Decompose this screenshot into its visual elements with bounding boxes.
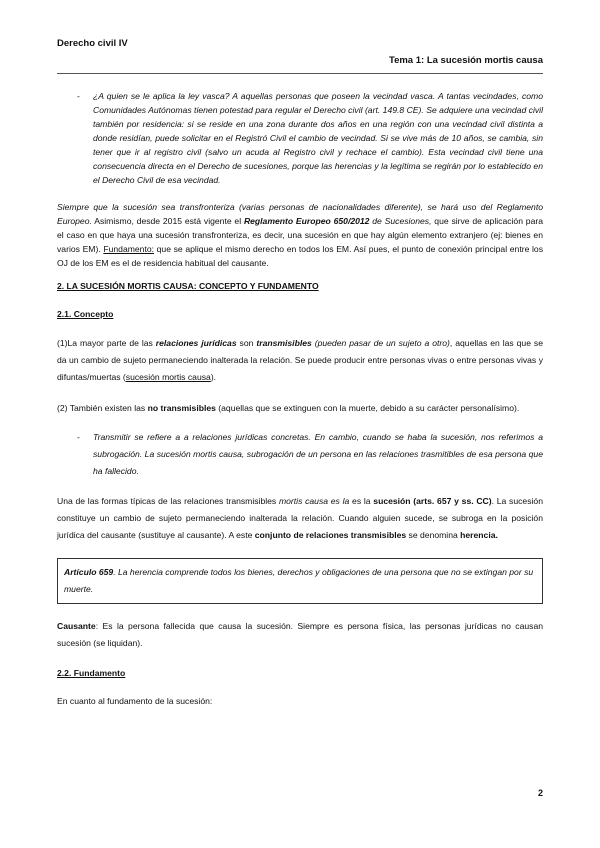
dash-bullet: -	[77, 432, 80, 442]
header-topic-title: La sucesión mortis causa	[426, 55, 543, 66]
text-span: que se aplique el mismo derecho en todos los EM. Así pues, el punto de conexión principal entre los OJ de los EM es el de residencia habitual del causante.	[57, 244, 543, 268]
section-2-1-title: 2.1. Concepto	[57, 309, 114, 319]
text-span: (pueden pasar de un sujeto a otro)	[311, 338, 450, 348]
text-span: es la	[349, 496, 374, 506]
text-span: , aquellas en las que se da un cambio de sujeto permaneciendo inalterada la relación. Se puede producir entre personas vivas o entre personas vivas y difuntas/muertas (	[57, 338, 544, 382]
section-2-title: 2. LA SUCESIÓN MORTIS CAUSA: CONCEPTO Y FUNDAMENTO	[57, 281, 319, 291]
dash-text-subrogacion: Transmitir se refiere a a relaciones jurídicas concretas. En cambio, cuando se haba la sucesión, nos referimos a subrogación. La sucesión mortis causa, subrogación de un persona en las relaciones trasmitibles de esa persona que ha fallecido.	[93, 432, 543, 476]
text-span: son	[236, 338, 257, 348]
text-span: transmisibles	[256, 338, 312, 348]
text-span: sucesión (arts. 657 y ss. CC)	[373, 496, 492, 506]
text-span: (1)La mayor parte de las	[57, 338, 156, 348]
text-span: Reglamento Europeo 650/2012	[243, 216, 370, 226]
text-span: se denomina	[406, 530, 461, 540]
text-span: Asimismo, desde 2015 está vigente el	[91, 216, 244, 226]
text-span: Fundamento:	[103, 244, 154, 254]
text-span: relaciones jurídicas	[155, 338, 237, 348]
page-number: 2	[537, 788, 543, 798]
paragraph-sucesion	[57, 493, 543, 544]
document-body	[57, 89, 543, 708]
section-2-2-title: 2.2. Fundamento	[57, 668, 126, 678]
text-span: : Es la persona fallecida que causa la sucesión. Siempre es persona física, las personas jurídicas no causan sucesión (se liquidan).	[57, 621, 543, 648]
text-span: . La herencia comprende todos los bienes, derechos y obligaciones de una persona que no se extingan por su muerte.	[64, 567, 534, 594]
dash-item-vasca	[57, 89, 543, 187]
dash-item-subrogacion	[57, 429, 543, 480]
paragraph-reglamento	[57, 200, 543, 270]
text-span: herencia.	[460, 530, 498, 540]
paragraph-causante	[57, 618, 543, 652]
header-divider	[57, 73, 543, 74]
text-span: Causante	[57, 621, 96, 631]
text-span: ).	[210, 372, 217, 382]
paragraph-fundamento: En cuanto al fundamento de la sucesión:	[57, 696, 213, 706]
text-span: de Sucesiones,	[369, 216, 432, 226]
header-topic-sep: :	[421, 55, 425, 66]
header-course: Derecho civil IV	[57, 38, 128, 49]
header-topic-label: Tema 1	[388, 55, 422, 66]
text-span: Artículo 659	[64, 567, 114, 577]
text-span: conjunto de relaciones transmisibles	[254, 530, 407, 540]
paragraph-no-transmisibles	[57, 400, 543, 417]
dash-text-vasca: ¿A quien se le aplica la ley vasca? A aquellas personas que poseen la vecindad vasca. A tantas vecindades, como Comunidades Autónomas tienen potestad para regular el Derecho civil (art. 149.8 CE). Se adquiere una vecindad civil también por residencia: si se reside en una zona durante dos años en una región con una vecindad civil distinta a donde residían, puede solicitar en el Registró Civil el cambio de vecindad. Si se vive más de 10 años, se cambia, sin tener que ir al registro civil (salvo un acuda al Registro civil y rechace el cambio). Esta vecindad civil tiene una consecuencia directa en el Derecho de sucesiones, porque las herencias y la legítima se regirán por lo establecido en el Derecho Civil de esa vecindad.	[93, 91, 543, 185]
dash-bullet: -	[77, 91, 80, 101]
text-span: no transmisibles	[147, 403, 216, 413]
text-span: que sirve de aplicación para el caso en que haya una sucesión transfronteriza, es decir, una sucesión en que hay algún elemento extranjero (ej: bienes en varios EM).	[57, 216, 544, 254]
text-span: Una de las formas típicas de las relaciones transmisibles	[57, 496, 279, 506]
text-span: (2) También existen las	[57, 403, 148, 413]
paragraph-transmisibles	[57, 335, 543, 386]
text-span: . La sucesión constituye un cambio de sujeto permaneciendo inalterada la relación. Cuando alguien sucede, se subroga en la posición jurídica del causante (sustituye al causante). A este	[57, 496, 543, 540]
text-span: mortis causa es la	[278, 496, 350, 506]
header-topic	[389, 55, 543, 66]
text-span: Siempre que la sucesión sea transfronteriza (varias personas de nacionalidades diferente), se hará uso del Reglamento Europeo.	[57, 202, 543, 226]
text-span: sucesión mortis causa	[125, 372, 211, 382]
article-659-box	[57, 558, 543, 604]
text-span: (aquellas que se extinguen con la muerte, debido a su carácter personalísimo).	[215, 403, 520, 413]
